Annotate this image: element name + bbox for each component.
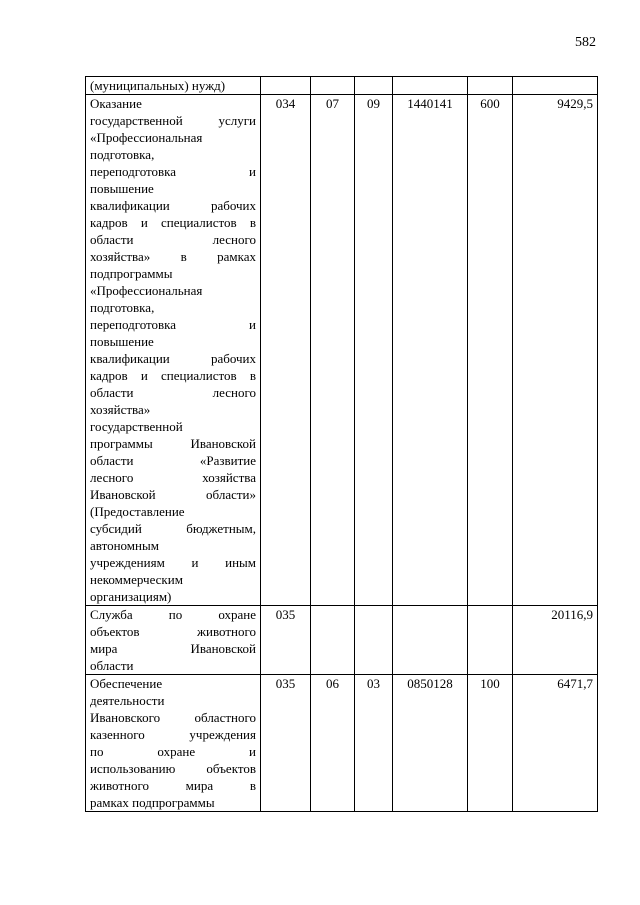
- item-name-line: программы Ивановской: [90, 436, 256, 451]
- target-article-cell: 1440141: [393, 95, 468, 606]
- item-name-line: организациям): [90, 589, 172, 604]
- target-article-cell: [393, 77, 468, 95]
- item-name-line: Ивановской области»: [90, 487, 256, 502]
- item-name-line: субсидий бюджетным,: [90, 521, 256, 536]
- item-name-cell: [86, 675, 261, 812]
- item-name-line: некоммерческим: [90, 572, 183, 587]
- item-name-line: хозяйства» в рамках: [90, 249, 256, 264]
- table-body: [86, 77, 598, 812]
- subsection-code-cell: [355, 606, 393, 675]
- item-name-line: области «Развитие: [90, 453, 256, 468]
- item-name-line: государственной: [90, 419, 183, 434]
- ministry-code-cell: [261, 77, 311, 95]
- target-article-cell: 0850128: [393, 675, 468, 812]
- expense-type-cell: [468, 77, 513, 95]
- item-name-line: квалификации рабочих: [90, 351, 256, 366]
- budget-table: [85, 76, 598, 812]
- item-name-line: «Профессиональная: [90, 283, 203, 298]
- section-code-cell: 07: [311, 95, 355, 606]
- item-name-line: кадров и специалистов в: [90, 368, 256, 383]
- item-name-line: переподготовка и: [90, 317, 256, 332]
- item-name-line: государственной услуги: [90, 113, 256, 128]
- section-code-cell: 06: [311, 675, 355, 812]
- item-name-line: (муниципальных) нужд): [90, 78, 226, 93]
- item-name-line: кадров и специалистов в: [90, 215, 256, 230]
- page-number: 582: [575, 35, 596, 50]
- item-name-line: повышение: [90, 334, 154, 349]
- table-row: [86, 77, 598, 95]
- item-name-line: подготовка,: [90, 147, 155, 162]
- item-name-line: животного мира в: [90, 778, 256, 793]
- amount-cell: 20116,9: [513, 606, 598, 675]
- item-name-line: мира Ивановской: [90, 641, 256, 656]
- expense-type-cell: [468, 606, 513, 675]
- item-name-line: (Предоставление: [90, 504, 185, 519]
- item-name-line: Ивановского областного: [90, 710, 256, 725]
- item-name-line: по охране и: [90, 744, 256, 759]
- expense-type-cell: 600: [468, 95, 513, 606]
- subsection-code-cell: 03: [355, 675, 393, 812]
- item-name-line: области лесного: [90, 385, 256, 400]
- subsection-code-cell: 09: [355, 95, 393, 606]
- item-name-line: Служба по охране: [90, 607, 256, 622]
- item-name-line: подпрограммы: [90, 266, 173, 281]
- item-name-line: лесного хозяйства: [90, 470, 256, 485]
- item-name-cell: [86, 77, 261, 95]
- item-name-line: рамках подпрограммы: [90, 795, 215, 810]
- section-code-cell: [311, 606, 355, 675]
- amount-cell: [513, 77, 598, 95]
- ministry-code-cell: 034: [261, 95, 311, 606]
- item-name-line: учреждениям и иным: [90, 555, 256, 570]
- item-name-line: повышение: [90, 181, 154, 196]
- amount-cell: 9429,5: [513, 95, 598, 606]
- target-article-cell: [393, 606, 468, 675]
- ministry-code-cell: 035: [261, 675, 311, 812]
- table-row: [86, 675, 598, 812]
- table-row: [86, 95, 598, 606]
- table-row: [86, 606, 598, 675]
- item-name-line: «Профессиональная: [90, 130, 203, 145]
- item-name-cell: [86, 95, 261, 606]
- item-name-line: автономным: [90, 538, 159, 553]
- item-name-line: Обеспечение: [90, 676, 163, 691]
- item-name-cell: [86, 606, 261, 675]
- item-name-line: квалификации рабочих: [90, 198, 256, 213]
- item-name-line: области: [90, 658, 134, 673]
- item-name-line: хозяйства»: [90, 402, 151, 417]
- ministry-code-cell: 035: [261, 606, 311, 675]
- item-name-line: Оказание: [90, 96, 142, 111]
- expense-type-cell: 100: [468, 675, 513, 812]
- item-name-line: области лесного: [90, 232, 256, 247]
- section-code-cell: [311, 77, 355, 95]
- item-name-line: использованию объектов: [90, 761, 256, 776]
- item-name-line: казенного учреждения: [90, 727, 256, 742]
- item-name-line: объектов животного: [90, 624, 256, 639]
- item-name-line: подготовка,: [90, 300, 155, 315]
- amount-cell: 6471,7: [513, 675, 598, 812]
- subsection-code-cell: [355, 77, 393, 95]
- item-name-line: деятельности: [90, 693, 165, 708]
- item-name-line: переподготовка и: [90, 164, 256, 179]
